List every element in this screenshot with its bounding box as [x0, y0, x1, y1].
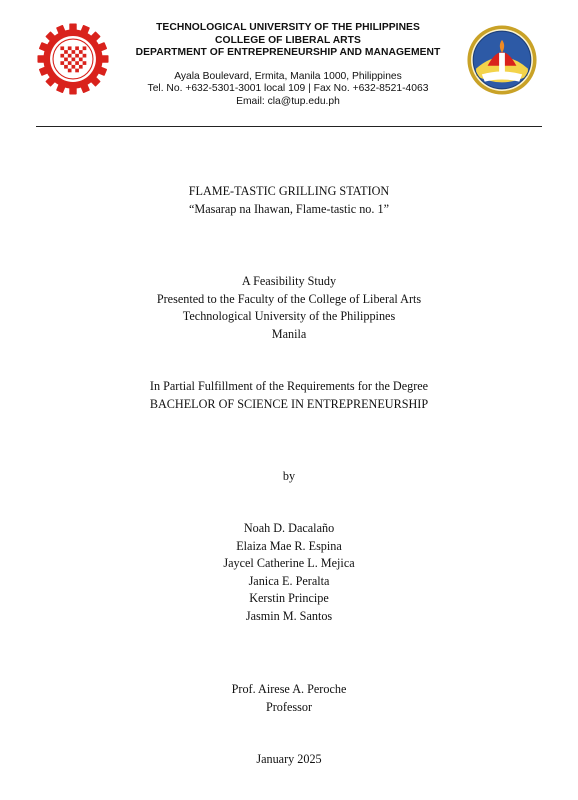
- college-name: COLLEGE OF LIBERAL ARTS: [215, 34, 361, 46]
- submission-date: January 2025: [256, 752, 322, 766]
- adviser-block: [0, 681, 578, 716]
- department-name: DEPARTMENT OF ENTREPRENEURSHIP AND MANAGEMENT: [135, 47, 441, 58]
- by-block: [0, 468, 578, 486]
- study-tagline: “Masarap na Ihawan, Flame-tastic no. 1”: [189, 201, 389, 216]
- university-name: TECHNOLOGICAL UNIVERSITY OF THE PHILIPPINES: [156, 22, 420, 33]
- presented-line-3: Technological University of the Philippines: [182, 309, 396, 324]
- header-divider: [36, 126, 542, 127]
- author-name: Kerstin Principe: [249, 591, 329, 606]
- date-block: [0, 751, 578, 769]
- adviser-title: Professor: [265, 699, 313, 714]
- address: Ayala Boulevard, Ermita, Manila 1000, Philippines: [174, 70, 402, 82]
- fulfillment-line-1: In Partial Fulfillment of the Requirements for the Degree: [149, 379, 429, 393]
- title-block: [0, 183, 578, 218]
- tup-seal-logo: [36, 22, 110, 96]
- adviser-name: Prof. Airese A. Peroche: [231, 682, 347, 696]
- author-name: Jaycel Catherine L. Mejica: [223, 556, 355, 571]
- author-name: Janica E. Peralta: [248, 573, 330, 588]
- presented-line-1: A Feasibility Study: [241, 274, 337, 288]
- authors-list: [0, 520, 578, 626]
- email: Email: cla@tup.edu.ph: [236, 95, 340, 107]
- college-of-liberal-arts-logo: [466, 24, 538, 96]
- author-name: Jasmin M. Santos: [245, 608, 333, 623]
- degree-name: BACHELOR OF SCIENCE IN ENTREPRENEURSHIP: [149, 396, 429, 411]
- study-title: FLAME-TASTIC GRILLING STATION: [188, 184, 390, 198]
- phone-fax: Tel. No. +632-5301-3001 local 109 | Fax No. +632-8521-4063: [147, 83, 429, 94]
- letterhead-text: [110, 22, 466, 108]
- author-name: Elaiza Mae R. Espina: [236, 538, 342, 553]
- letterhead: [0, 18, 578, 128]
- author-name: Noah D. Dacalaño: [243, 521, 335, 535]
- fulfillment-block: [0, 378, 578, 413]
- presented-block: [0, 273, 578, 343]
- presented-line-4: Manila: [271, 326, 307, 341]
- presented-line-2: Presented to the Faculty of the College of Liberal Arts: [156, 291, 422, 306]
- by-label: by: [282, 469, 296, 483]
